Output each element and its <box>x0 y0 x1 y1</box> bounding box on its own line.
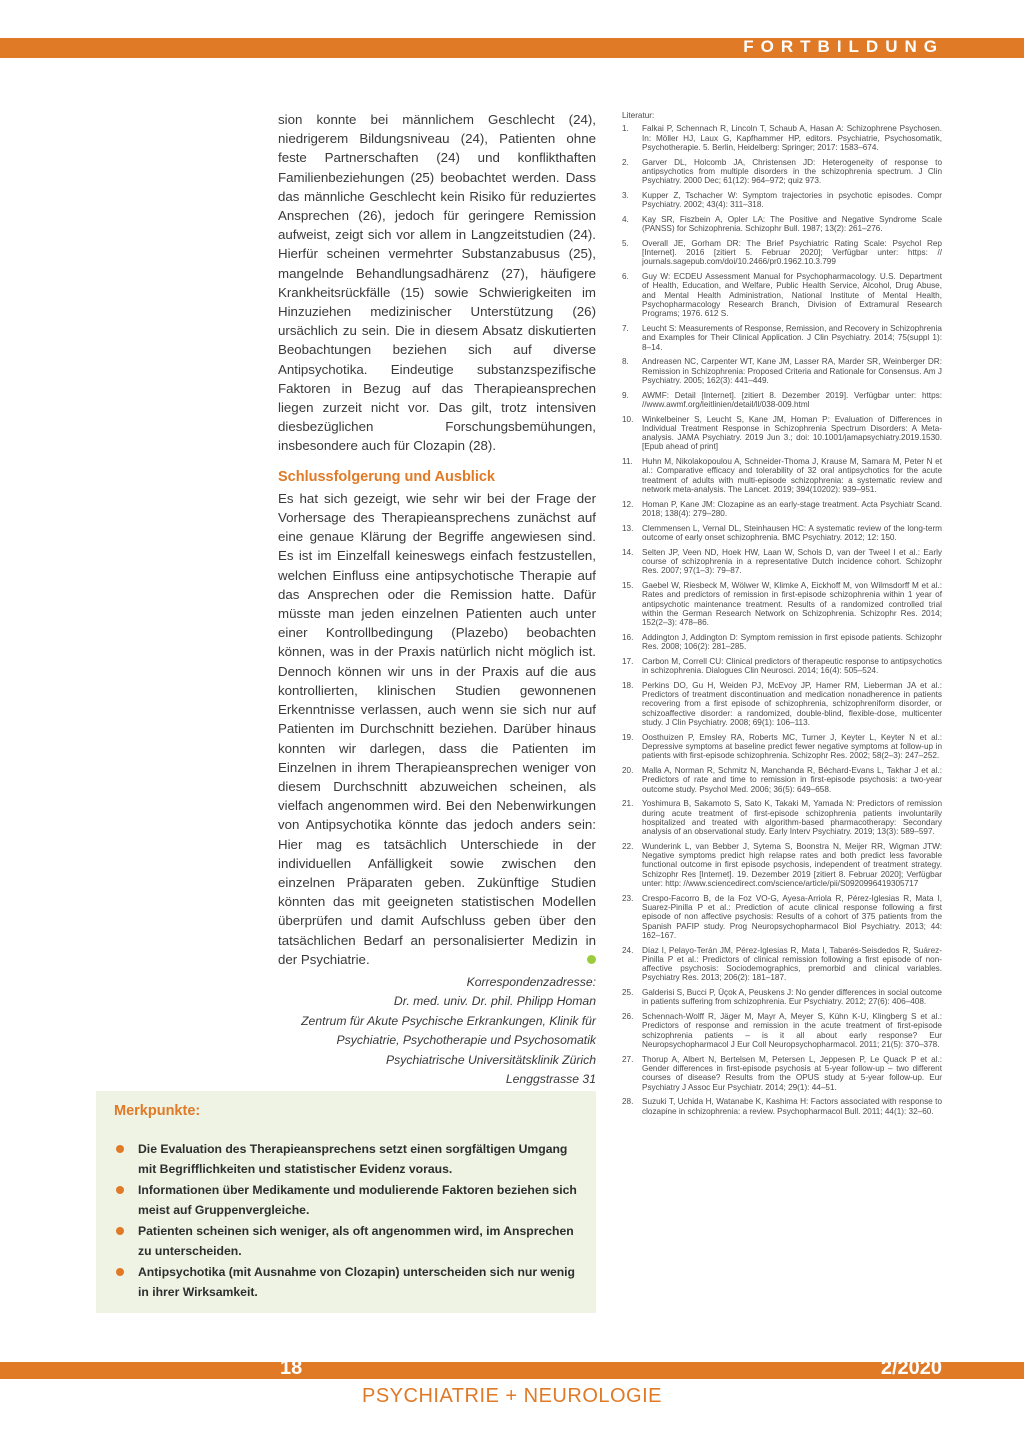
reference-number: 18. <box>622 680 634 690</box>
reference-text: Perkins DO, Gu H, Weiden PJ, McEvoy JP, Hamer RM, Lieberman JA et al.: Predictors of treatment discontinuation and medication nonadherence in patients recovering from a first episode of schizophrenia, schizophreniform disorder, or schizoaffective disorder: a randomized, double-blind, flexible-dose, multicenter study. J Clin Psychiatry. 2008; 69(1): 106–113. <box>642 680 942 727</box>
key-point-item <box>114 1262 584 1302</box>
reference-item <box>622 894 942 940</box>
reference-item <box>622 500 942 519</box>
reference-number: 3. <box>622 190 629 200</box>
references-list <box>622 124 942 1116</box>
reference-text: Guy W: ECDEU Assessment Manual for Psychopharmacology. U.S. Department of Health, Education, and Welfare, Public Health Service, Alcohol, Drug Abuse, and Mental Health Administration, National Institute of Mental Health, Psychopharmacology Research Branch, Division of Extramural Research Programs; 1976. 612 S. <box>642 272 942 319</box>
issue-number: 2/2020 <box>880 1357 942 1379</box>
reference-text: AWMF: Detail [Internet]. [zitiert 8. Dezember 2019]. Verfügbar unter: https: //www.awmf.org/leitlinien/detail/ll/038-009.html <box>642 390 942 409</box>
reference-text: Addington J, Addington D: Symptom remission in first episode patients. Schizophr Res. 2008; 106(2): 281–285. <box>642 632 942 652</box>
reference-number: 15. <box>622 580 634 590</box>
reference-text: Yoshimura B, Sakamoto S, Sato K, Takaki M, Yamada N: Predictors of remission during acute treatment of first-episode schizophrenia patients involuntarily hospitalized and treated with algorithm-based pharmacotherapy: Secondary analysis of an observational study. Early Interv Psychiatry. 2019; 13(3): 589–597. <box>642 799 942 837</box>
address-line: Psychiatrische Universitätsklinik Zürich <box>386 1052 596 1067</box>
reference-item <box>622 681 942 727</box>
reference-item <box>622 272 942 318</box>
reference-item <box>622 988 942 1007</box>
reference-number: 20. <box>622 765 634 775</box>
reference-number: 19. <box>622 732 634 742</box>
reference-number: 8. <box>622 357 629 367</box>
reference-number: 23. <box>622 893 634 903</box>
key-point-item <box>114 1180 584 1220</box>
key-point-text: Patienten scheinen sich weniger, als oft angenommen wird, im Ansprechen zu unterscheiden. <box>138 1224 574 1258</box>
bullet-icon <box>116 1145 124 1153</box>
reference-item <box>622 215 942 234</box>
reference-item <box>622 191 942 210</box>
body-paragraph-1: sion konnte bei männlichem Geschlecht (24), niedrigerem Bildungsniveau (24), Patienten ohne feste Partnerschaften (24) und konflikthaften Familienbeziehungen (25) beobachtet werden. Dass das männliche Geschlecht kein Risiko für reduziertes Ansprechen (26), jedoch für geringere Remission aufweist, zeigt sich vor allem in Langzeitstudien (24). Hierfür scheinen vermehrter Substanzabusus (25), mangelnde Behandlungsadhärenz (27), häufigere Krankheitsrückfälle (15) sowie Schwierigkeiten im Hinzuziehen medizinischer Unterstützung (26) ursächlich zu sein. Die in diesem Absatz diskutierten Beobachtungen beziehen sich auf diverse Antipsychotika. Eindeutige substanzspezifische Faktoren in Bezug auf das Therapieansprechen liegen zurzeit nicht vor. Das gilt, trotz intensiven diesbezüglichen Forschungsbemühungen, insbesondere auch für Clozapin (28). <box>278 112 596 454</box>
reference-text: Suzuki T, Uchida H, Watanabe K, Kashima H: Factors associated with response to clozapine in schizophrenia: a review. Psychopharmacol Bull. 2011; 44(1): 32–60. <box>642 1097 942 1116</box>
reference-number: 13. <box>622 523 634 533</box>
reference-text: Huhn M, Nikolakopoulou A, Schneider-Thoma J, Krause M, Samara M, Peter N et al.: Comparative efficacy and tolerability of 32 oral antipsychotics for the acute treatment of adults with multi-episode schizophrenia: a systematic review and network meta-analysis. The Lancet. 2019; 394(10202): 939–951. <box>642 457 942 494</box>
end-of-article-dot-icon <box>587 955 596 964</box>
key-point-text: Antipsychotika (mit Ausnahme von Clozapin) unterscheiden sich nur wenig in ihrer Wirksamkeit. <box>138 1265 575 1299</box>
reference-item <box>622 946 942 983</box>
reference-text: Kupper Z, Tschacher W: Symptom trajectories in psychotic episodes. Compr Psychiatry. 2002; 43(4): 311–318. <box>642 190 942 210</box>
reference-number: 9. <box>622 390 629 400</box>
reference-text: Selten JP, Veen ND, Hoek HW, Laan W, Schols D, van der Tweel I et al.: Early course of schizophrenia in a representative Dutch incidence cohort. Schizophr Res. 2007; 97(1–3): 79–87. <box>642 547 942 576</box>
reference-number: 25. <box>622 988 634 998</box>
reference-number: 12. <box>622 499 634 509</box>
address-line: Lenggstrasse 31 <box>505 1072 596 1087</box>
address-line: Dr. med. univ. Dr. phil. Philipp Homan <box>393 994 596 1009</box>
reference-number: 17. <box>622 656 634 666</box>
reference-number: 6. <box>622 272 629 282</box>
reference-item <box>622 548 942 576</box>
references-heading: Literatur: <box>622 111 655 120</box>
reference-item <box>622 239 942 267</box>
section-label: FORTBILDUNG <box>743 37 944 56</box>
reference-text: Oosthuizen P, Emsley RA, Roberts MC, Turner J, Keyter L, Keyter N et al.: Depressive symptoms at baseline predict fewer negative symptoms at follow-up in patients with first-episode schizophrenia. Schizophr Res. 2002; 58(2–3): 247–252. <box>642 732 942 761</box>
reference-text: Díaz I, Pelayo-Terán JM, Pérez-Iglesias R, Mata I, Tabarés-Seisdedos R, Suárez-Pinilla P et al.: Predictors of clinical remission following a first episode of non-affective psychosis: Sociodemographics, premorbid and clinical variables. Psychiatry Res. 2013; 206(2): 181–187. <box>642 945 942 983</box>
reference-text: Malla A, Norman R, Schmitz N, Manchanda R, Béchard-Evans L, Takhar J et al.: Predictors of rate and time to remission in first-episode psychosis: a two-year outcome study. Psychol Med. 2006; 36(5): 649–658. <box>642 765 942 794</box>
reference-number: 2. <box>622 157 629 167</box>
reference-number: 27. <box>622 1054 634 1064</box>
reference-number: 28. <box>622 1097 634 1107</box>
reference-text: Garver DL, Holcomb JA, Christensen JD: Heterogeneity of response to antipsychotics from multiple disorders in the schizophrenia spectrum. J Clin Psychiatry. 2000 Dec; 61(12): 964–972; quiz 973. <box>642 157 942 186</box>
key-points-box <box>96 1091 596 1313</box>
key-point-item <box>114 1139 584 1179</box>
reference-text: Wunderink L, van Bebber J, Sytema S, Boonstra N, Meijer RR, Wigman JTW: Negative symptoms predict high relapse rates and both predict less favorable functional outcome in first episode psychosis, independent of treatment strategy. Schizophr Res [Internet]. 19. Dezember 2019 [zitiert 8. Februar 2020]; Verfügbar unter: http: //www.sciencedirect.com/science/article/pii/S0920996419305717 <box>642 841 942 888</box>
footer-bar <box>0 1362 1024 1379</box>
reference-item <box>622 842 942 888</box>
reference-text: Andreasen NC, Carpenter WT, Kane JM, Lasser RA, Marder SR, Weinberger DR: Remission in Schizophrenia: Proposed Criteria and Rationale for Consensus. Am J Psychiatry. 2005; 162(3): 441–449. <box>642 357 942 385</box>
body-paragraph-2-text: Es hat sich gezeigt, wie sehr wir bei der Frage der Vorhersage des Therapieansprechens zunächst auf eine genaue Klärung der Begriffe angewiesen sind. Es ist im Einzelfall keineswegs einfach festzustellen, welchen Einfluss eine antipsychotische Therapie auf das Ansprechen oder die Remission hatte. Dafür müsste man jeden einzelnen Patienten auch unter einer Kontrollbedingung (Plazebo) beobachten können, was in der Praxis natürlich nicht möglich ist. Dennoch können wir uns in der Praxis auf die aus kontrollierten, klinischen Studien gewonnenen Erkenntnisse verlassen, auch wenn sie sich nur auf Patienten im Durchschnitt beziehen. Darüber hinaus konnten wir darlegen, dass die Patienten im Einzelnen in ihrem Therapieansprechen weniger von diesem Durchschnitt abzuweichen scheinen, als vielfach angenommen wird. Bei den Nebenwirkungen von Antipsychotika könnte das jedoch anders sein: Hier mag es tatsächlich Unterschiede in der individuellen Anfälligkeit sowie zwischen den einzelnen Präparaten geben. Zukünftige Studien könnten das mit geeigneten statistischen Modellen überprüfen und damit Aufschluss geben über den tatsächlichen Bedarf an personalisierter Medizin in der Psychiatrie. <box>278 490 596 967</box>
reference-number: 21. <box>622 799 634 809</box>
reference-number: 10. <box>622 414 634 424</box>
reference-number: 22. <box>622 841 634 851</box>
reference-number: 24. <box>622 945 634 955</box>
key-points-title: Merkpunkte: <box>114 1103 201 1119</box>
reference-text: Homan P, Kane JM: Clozapine as an early-stage treatment. Acta Psychiatr Scand. 2018; 138(4): 279–280. <box>642 499 942 518</box>
reference-item <box>622 1055 942 1092</box>
reference-text: Thorup A, Albert N, Bertelsen M, Petersen L, Jeppesen P, Le Quack P et al.: Gender differences in first-episode psychosis at 5-year follow-up – two different courses of disease? Results from the OPUS study at 5-year follow-up. Eur Psychiatry J Assoc Eur Psychiatr. 2014; 29(1): 44–51. <box>642 1054 942 1092</box>
reference-item <box>622 799 942 836</box>
reference-text: Winkelbeiner S, Leucht S, Kane JM, Homan P: Evaluation of Differences in Individual Treatment Response in Schizophrenia Spectrum Disorders: A Meta-analysis. JAMA Psychiatry. 2019 Jun 3.; doi: 10.1001/jamapsychiatry.2019.1530. [Epub ahead of print] <box>642 414 942 452</box>
address-line: Psychiatrie, Psychotherapie und Psychosomatik <box>336 1033 596 1048</box>
journal-title: PSYCHIATRIE + NEUROLOGIE <box>361 1385 663 1407</box>
key-point-text: Informationen über Medikamente und modulierende Faktoren beziehen sich meist auf Gruppenvergleiche. <box>138 1183 577 1217</box>
address-line: Korrespondenzadresse: <box>466 974 596 989</box>
reference-item <box>622 158 942 186</box>
reference-text: Clemmensen L, Vernal DL, Steinhausen HC: A systematic review of the long-term outcome of early onset schizophrenia. BMC Psychiatry. 2012; 12: 150. <box>642 523 942 542</box>
section-heading: Schlussfolgerung und Ausblick <box>278 468 495 485</box>
reference-number: 16. <box>622 632 634 642</box>
body-paragraph-2 <box>278 489 596 969</box>
bullet-icon <box>116 1186 124 1194</box>
reference-item <box>622 1097 942 1116</box>
reference-text: Galderisi S, Bucci P, Üçok A, Peuskens J: No gender differences in social outcome in patients suffering from schizophrenia. Eur Psychiatry. 2012; 27(6): 406–408. <box>642 988 942 1007</box>
reference-text: Falkai P, Schennach R, Lincoln T, Schaub A, Hasan A: Schizophrene Psychosen. In: Möller HJ, Laux G, Kapfhammer HP, editors. Psychiatrie, Psychosomatik, Psychotherapie. 5. Berlin, Heidelberg: Springer; 2017: 1583–674. <box>642 124 942 152</box>
reference-item <box>622 391 942 410</box>
reference-item <box>622 415 942 452</box>
reference-text: Carbon M, Correll CU: Clinical predictors of therapeutic response to antipsychotics in schizophrenia. Dialogues Clin Neurosci. 2014; 16(4): 505–524. <box>642 656 942 676</box>
reference-number: 1. <box>622 124 629 134</box>
reference-number: 5. <box>622 238 629 248</box>
reference-text: Leucht S: Measurements of Response, Remission, and Recovery in Schizophrenia and Examples for Their Clinical Application. J Clin Psychiatry. 2014; 75(suppl 1): 8–14. <box>642 323 942 352</box>
reference-text: Gaebel W, Riesbeck M, Wölwer W, Klimke A, Eickhoff M, von Wilmsdorff M et al.: Rates and predictors of remission in first-episode schizophrenia within 1 year of antipsychotic maintenance treatment. Results of a randomized controlled trial within the German Research Network on Schizophrenia. Schizophr Res. 2014; 152(2–3): 478–86. <box>642 580 942 628</box>
reference-number: 7. <box>622 323 629 333</box>
reference-number: 11. <box>622 457 633 467</box>
reference-item <box>622 733 942 761</box>
reference-item <box>622 457 942 494</box>
page-number: 18 <box>280 1357 303 1379</box>
reference-item <box>622 524 942 543</box>
reference-text: Schennach-Wolff R, Jäger M, Mayr A, Meyer S, Kühn K-U, Klingberg S et al.: Predictors of response and remission in the acute treatment of first-episode schizophrenia patients – is it all about early response? Eur Neuropsychopharmacol J Eur Coll Neuropsychopharmacol. 2011; 21(5): 370–378. <box>642 1012 942 1049</box>
reference-item <box>622 324 942 352</box>
bullet-icon <box>116 1268 124 1276</box>
reference-item <box>622 357 942 385</box>
key-points-list <box>114 1139 584 1303</box>
key-point-item <box>114 1221 584 1261</box>
reference-number: 14. <box>622 547 634 557</box>
reference-item <box>622 633 942 652</box>
reference-text: Crespo-Facorro B, de la Foz VO-G, Ayesa-Arriola R, Pérez-Iglesias R, Mata I, Suarez-Pinilla P et al.: Prediction of acute clinical response following a first episode of non affective psychosis: Results of a cohort of 375 patients from the Spanish PAFIP study. Prog Neuropsychopharmacol Biol Psychiatry. 2013; 44: 162–167. <box>642 893 942 940</box>
key-point-text: Die Evaluation des Therapieansprechens setzt einen sorgfältigen Umgang mit Begrifflichkeiten und statistischer Evidenz voraus. <box>138 1142 568 1176</box>
reference-text: Overall JE, Gorham DR: The Brief Psychiatric Rating Scale: Psychol Rep [Internet]. 2016 [zitiert 5. Februar 2020]; Verfügbar unter: https: // journals.sagepub.com/doi/10.2466/pr0.1962.10.3.799 <box>642 238 942 267</box>
reference-item <box>622 124 942 152</box>
bullet-icon <box>116 1227 124 1235</box>
address-line: Zentrum für Akute Psychische Erkrankungen, Klinik für <box>301 1013 596 1028</box>
main-text-column <box>278 110 596 1129</box>
reference-item <box>622 766 942 794</box>
reference-number: 26. <box>622 1012 634 1022</box>
reference-text: Kay SR, Fiszbein A, Opler LA: The Positive and Negative Syndrome Scale (PANSS) for Schizophrenia. Schizophr Bull. 1987; 13(2): 261–276. <box>642 214 942 234</box>
reference-item <box>622 1012 942 1049</box>
reference-item <box>622 581 942 627</box>
references-column <box>622 111 942 1121</box>
reference-number: 4. <box>622 214 629 224</box>
reference-item <box>622 657 942 676</box>
section-header-bar <box>0 38 1024 58</box>
